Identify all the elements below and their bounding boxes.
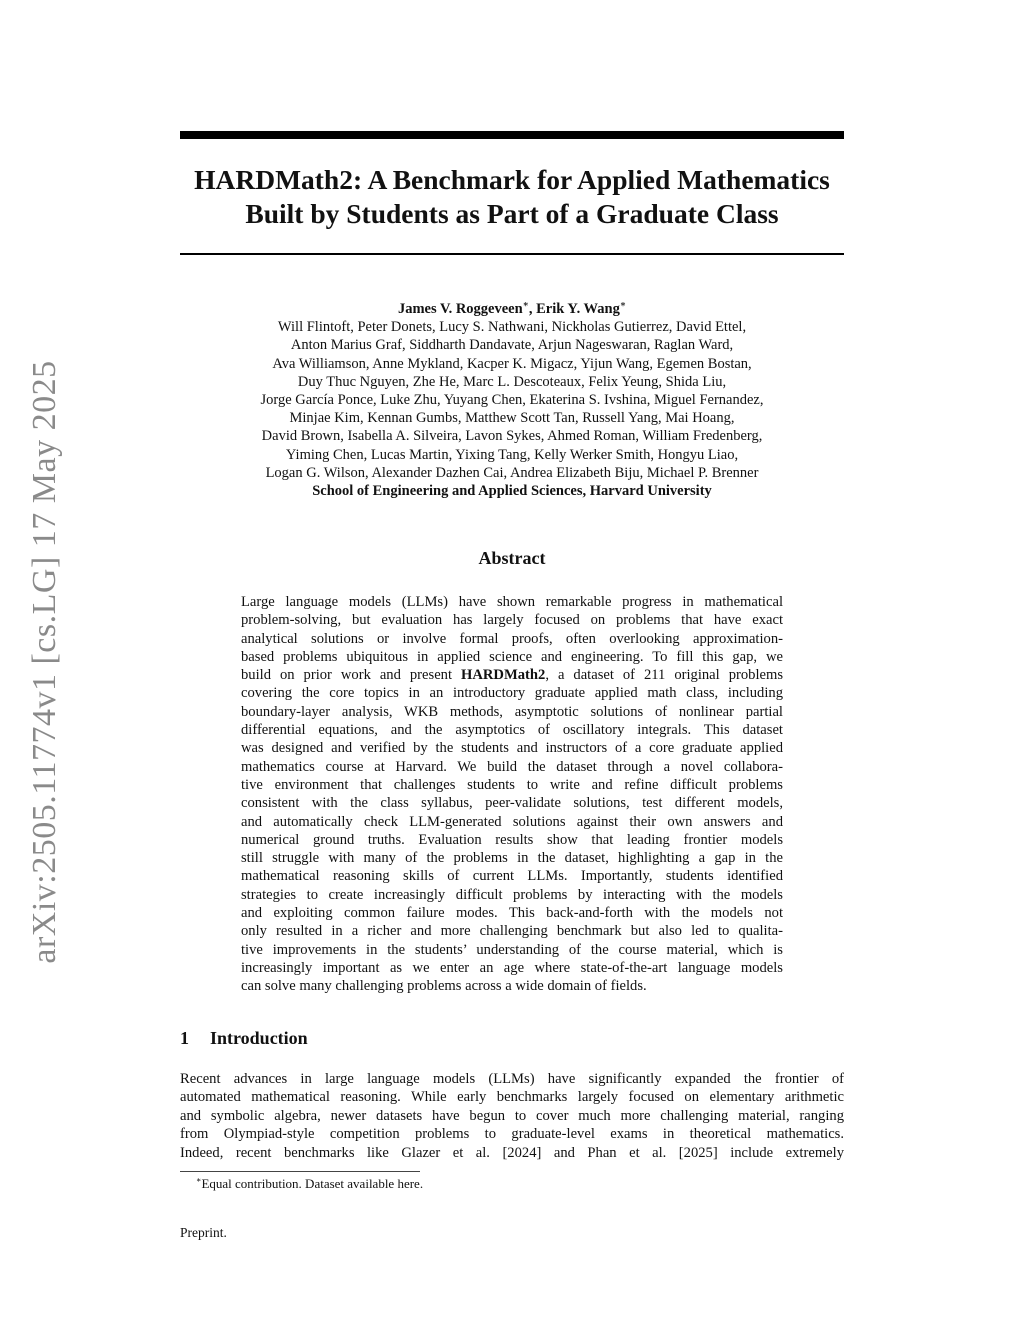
lead-author-1: James V. Roggeveen bbox=[397, 301, 523, 317]
author-line: Jorge García Ponce, Luke Zhu, Yuyang Chen, Ekaterina S. Ivshina, Miguel Fernandez, bbox=[260, 392, 764, 409]
abstract-line: consistent with the class syllabus, peer-validate solutions, test different models, bbox=[241, 795, 783, 812]
abstract-line bbox=[241, 666, 783, 684]
abstract-heading: Abstract bbox=[478, 548, 546, 568]
equal-contribution-mark: ∗ bbox=[619, 299, 627, 310]
author-line: Will Flintoft, Peter Donets, Lucy S. Nathwani, Nickholas Gutierrez, David Ettel, bbox=[277, 319, 747, 336]
abstract-line: numerical ground truths. Evaluation results show that leading frontier models bbox=[241, 831, 783, 848]
author-line: Duy Thuc Nguyen, Zhe He, Marc L. Descoteaux, Felix Yeung, Shida Liu, bbox=[297, 373, 727, 390]
abstract-line: increasingly important as we enter an age where state-of-the-art language models bbox=[241, 959, 783, 976]
abstract-line-start: build on prior work and present bbox=[241, 667, 461, 684]
dataset-name: HARDMath2 bbox=[461, 667, 546, 684]
introduction-body bbox=[180, 1070, 844, 1162]
intro-line: Recent advances in large language models (LLMs) have significantly expanded the frontier of bbox=[180, 1071, 844, 1087]
abstract-body bbox=[241, 593, 783, 996]
author-line: Logan G. Wilson, Alexander Dazhen Cai, Andrea Elizabeth Biju, Michael P. Brenner bbox=[265, 464, 759, 481]
abstract-line: still struggle with many of the problems in the dataset, highlighting a gap in the bbox=[241, 850, 783, 867]
preprint-label: Preprint. bbox=[180, 1225, 227, 1240]
abstract-line: differential equations, and the asymptotics of oscillatory integrals. This dataset bbox=[241, 722, 783, 739]
abstract-line: can solve many challenging problems across a wide domain of fields. bbox=[241, 978, 647, 995]
title-bottom-rule bbox=[180, 253, 844, 255]
abstract-line: and exploiting common failure modes. This back-and-forth with the models not bbox=[241, 905, 783, 922]
intro-line: Indeed, recent benchmarks like Glazer et al. [2024] and Phan et al. [2025] include extremely bbox=[180, 1144, 844, 1161]
title-top-rule bbox=[180, 131, 844, 139]
abstract-line: tive improvements in the students’ understanding of the course material, which is bbox=[241, 941, 783, 958]
section-heading-introduction bbox=[180, 1028, 308, 1049]
footnote-rule bbox=[180, 1171, 420, 1172]
author-line: Minjae Kim, Kennan Gumbs, Matthew Scott Tan, Russell Yang, Mai Hoang, bbox=[289, 410, 735, 427]
equal-contribution-mark: ∗ bbox=[522, 299, 529, 310]
abstract-line: and automatically check LLM-generated solutions against their own answers and bbox=[241, 813, 783, 830]
lead-authors: James V. Roggeveen∗, Erik Y. Wang∗ bbox=[397, 299, 627, 317]
abstract-line: covering the core topics in an introductory graduate applied math class, including bbox=[241, 685, 783, 702]
abstract-line: problem-solving, but evaluation has largely focused on problems that have exact bbox=[241, 612, 783, 629]
section-title: Introduction bbox=[210, 1028, 308, 1048]
abstract-line: analytical solutions or involve formal proofs, often overlooking approximation- bbox=[241, 630, 783, 647]
arxiv-identifier: arXiv:2505.11774v1 [cs.LG] 17 May 2025 bbox=[26, 360, 63, 964]
author-line: Ava Williamson, Anne Mykland, Kacper K. Migacz, Yijun Wang, Egemen Bostan, bbox=[272, 355, 752, 372]
author-line: Anton Marius Graf, Siddharth Dandavate, Arjun Nageswaran, Raglan Ward, bbox=[290, 337, 734, 354]
intro-line: automated mathematical reasoning. While early benchmarks largely focused on elementary arithmetic bbox=[180, 1089, 844, 1106]
section-number: 1 bbox=[180, 1028, 189, 1048]
intro-line: and symbolic algebra, newer datasets have begun to cover much more challenging material, ranging bbox=[180, 1107, 844, 1124]
abstract-line: based problems ubiquitous in applied science and engineering. To fill this gap, we bbox=[241, 648, 783, 665]
author-line: David Brown, Isabella A. Silveira, Lavon Sykes, Ahmed Roman, William Fredenberg, bbox=[261, 428, 763, 445]
abstract-line: tive environment that challenges students to write and refine difficult problems bbox=[241, 776, 783, 793]
abstract-line-end: , a dataset of 211 original problems bbox=[545, 667, 784, 684]
abstract-line: only resulted in a richer and more challenging benchmark but also led to qualita- bbox=[241, 923, 783, 940]
affiliation: School of Engineering and Applied Sciences, Harvard University bbox=[312, 483, 712, 500]
abstract-line: strategies to create increasingly difficult problems by interacting with the models bbox=[241, 886, 783, 903]
abstract-line: was designed and verified by the students and instructors of a core graduate applied bbox=[241, 740, 783, 757]
paper-title bbox=[180, 163, 844, 231]
intro-line: from Olympiad-style competition problems to graduate-level exams in theoretical mathematics. bbox=[180, 1126, 844, 1143]
abstract-line: mathematical reasoning skills of current LLMs. Importantly, students identified bbox=[241, 868, 783, 885]
footnote-text: Equal contribution. Dataset available here. bbox=[201, 1176, 424, 1191]
footnote bbox=[196, 1176, 423, 1192]
title-line-2: Built by Students as Part of a Graduate Class bbox=[245, 198, 779, 229]
lead-author-2: Erik Y. Wang bbox=[536, 301, 620, 317]
author-line: Yiming Chen, Lucas Martin, Yixing Tang, Kelly Werker Smith, Hongyu Liao, bbox=[285, 446, 739, 463]
author-block bbox=[180, 300, 844, 500]
abstract-line: Large language models (LLMs) have shown remarkable progress in mathematical bbox=[241, 594, 783, 610]
abstract-line: boundary-layer analysis, WKB methods, asymptotic solutions of nonlinear partial bbox=[241, 703, 783, 720]
title-line-1: HARDMath2: A Benchmark for Applied Mathematics bbox=[194, 164, 830, 195]
footnote-mark: ∗ bbox=[196, 1175, 202, 1185]
abstract-line: mathematics course at Harvard. We build the dataset through a novel collabora- bbox=[241, 758, 783, 775]
